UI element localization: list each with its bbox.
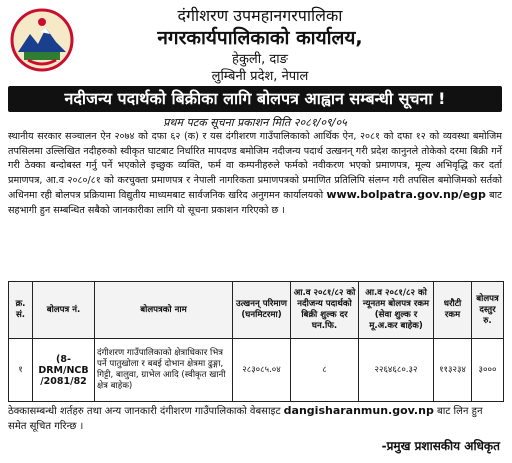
notice-body-main: स्थानीय सरकार सञ्चालन ऐन २०७४ को दफा ६२ (क) र यस दंगीशरण गाउँपालिकाको आर्थिक ऐन, २०८१ को दफा १२ को व्यवस्था बमोजिम तपसिलमा उल्लिखित नदीहरुको स्वीकृत घाटबाट निर्धारित मापदण्ड बमोजिम नदीजन्य पदार्थ उत्खनन् गरी प्रदेश कानुनले तोकेको दरमा बिक्री गर्ने गरी ठेक्का बन्दोबस्त गर्नु पर्ने भएकोले इच्छुक व्यक्ति, फर्म वा कम्पनीहरुले फर्मको नवीकरण भएको प्रमाणपत्र, मूल्य अभिवृद्धि कर दर्ता प्रमाणपत्र, आ.व २०८०/८१ को करचुक्ता प्रमाणपत्र र नेपाली नागरिकता प्रमाणपत्रको प्रमाणित प्रतिलिपि संलग्न गरी तपसिल बमोजिमको सर्तको अधिनमा रही बोलपत्र प्रक्रियामा विद्युतीय माध्यमबाट सार्वजनिक खरिद अनुगमन कार्यालयको [8,131,502,202]
cell-fee: ३००० [472,339,504,402]
footer-text-b: बाट लिन हुन समेत सूचित गरिन्छ । [8,406,483,432]
header-rate: आ.व २०८१/८२ को नदीजन्य पदार्थको बिक्री शुल्क दर घन.फि. [291,282,359,339]
header-fee: बोलपत्र दस्तुर रु. [472,282,504,339]
notice-title-banner: नदीजन्य पदार्थको बिक्रीका लागि बोलपत्र आह्वान सम्बन्धी सूचना ! [8,86,502,112]
header-bid-name: बोलपत्रको नाम [95,282,233,339]
cell-bid-name: दंगीशरण गाउँपालिकाको क्षेत्राधिकार भित्र पर्ने पातुखोला र बबई दोभान क्षेत्रमा ढुङ्गा, गिट्टी, बालुवा, ग्राभेल आदि (स्वीकृत खानी क्षेत्र बाहेक) [95,339,233,402]
header-quantity: उत्खनन् परिमाण (घनमिटरमा) [233,282,291,339]
table-row [9,339,504,402]
nepal-emblem-icon [10,8,74,72]
cell-bid-no: (8-DRM/NCB /2081/82 [33,339,95,402]
cell-deposit: ११३२३४ [434,339,472,402]
cell-rate: ८ [291,339,359,402]
bolpatra-link[interactable]: www.bolpatra.gov.np/egp [326,188,486,202]
cell-quantity: २८३०८५.०४ [233,339,291,402]
municipality-name: दंगीशरण उपमहानगरपालिका [177,6,343,25]
notice-body-end: बाट सहभागी हुन सम्बन्धित सबैको जानकारीका लागि यो सूचना प्रकाशन गरिएको छ । [8,190,502,216]
office-city: हेकुली, दाङ [232,52,288,67]
signature-line: -प्रमुख प्रशासकीय अधिकृत [381,439,500,453]
office-name: नगरकार्यपालिकाको कार्यालय, [157,27,363,49]
office-province: लुम्बिनी प्रदेश, नेपाल [211,69,309,84]
municipality-website-link[interactable]: dangisharanmun.gov.np [283,404,434,417]
footer-note [8,403,502,434]
first-publication-date: प्रथम पटक सूचना प्रकाशन मिति २०८१/०९/०५ [163,116,347,129]
header-min-amount: आ.व २०८१/८२ को न्यूनतम बोलपत्र रकम (सेवा शुल्क र मू.अ.कर बाहेक) [359,282,434,339]
header-deposit: धरौटी रकम [434,282,472,339]
footer-text-a: ठेक्कासम्बन्धी शर्तहरु तथा अन्य जानकारी दंगीशरण गाउँपालिकाको वेबसाइट [8,406,281,417]
bid-table [8,281,504,402]
header-bid-no: बोलपत्र नं. [33,282,95,339]
cell-min-amount: २२६४६८०.३२ [359,339,434,402]
table-header-row [9,282,504,339]
header-sn: क्र. सं. [9,282,33,339]
notice-body [8,130,502,219]
cell-sn: १ [9,339,33,402]
